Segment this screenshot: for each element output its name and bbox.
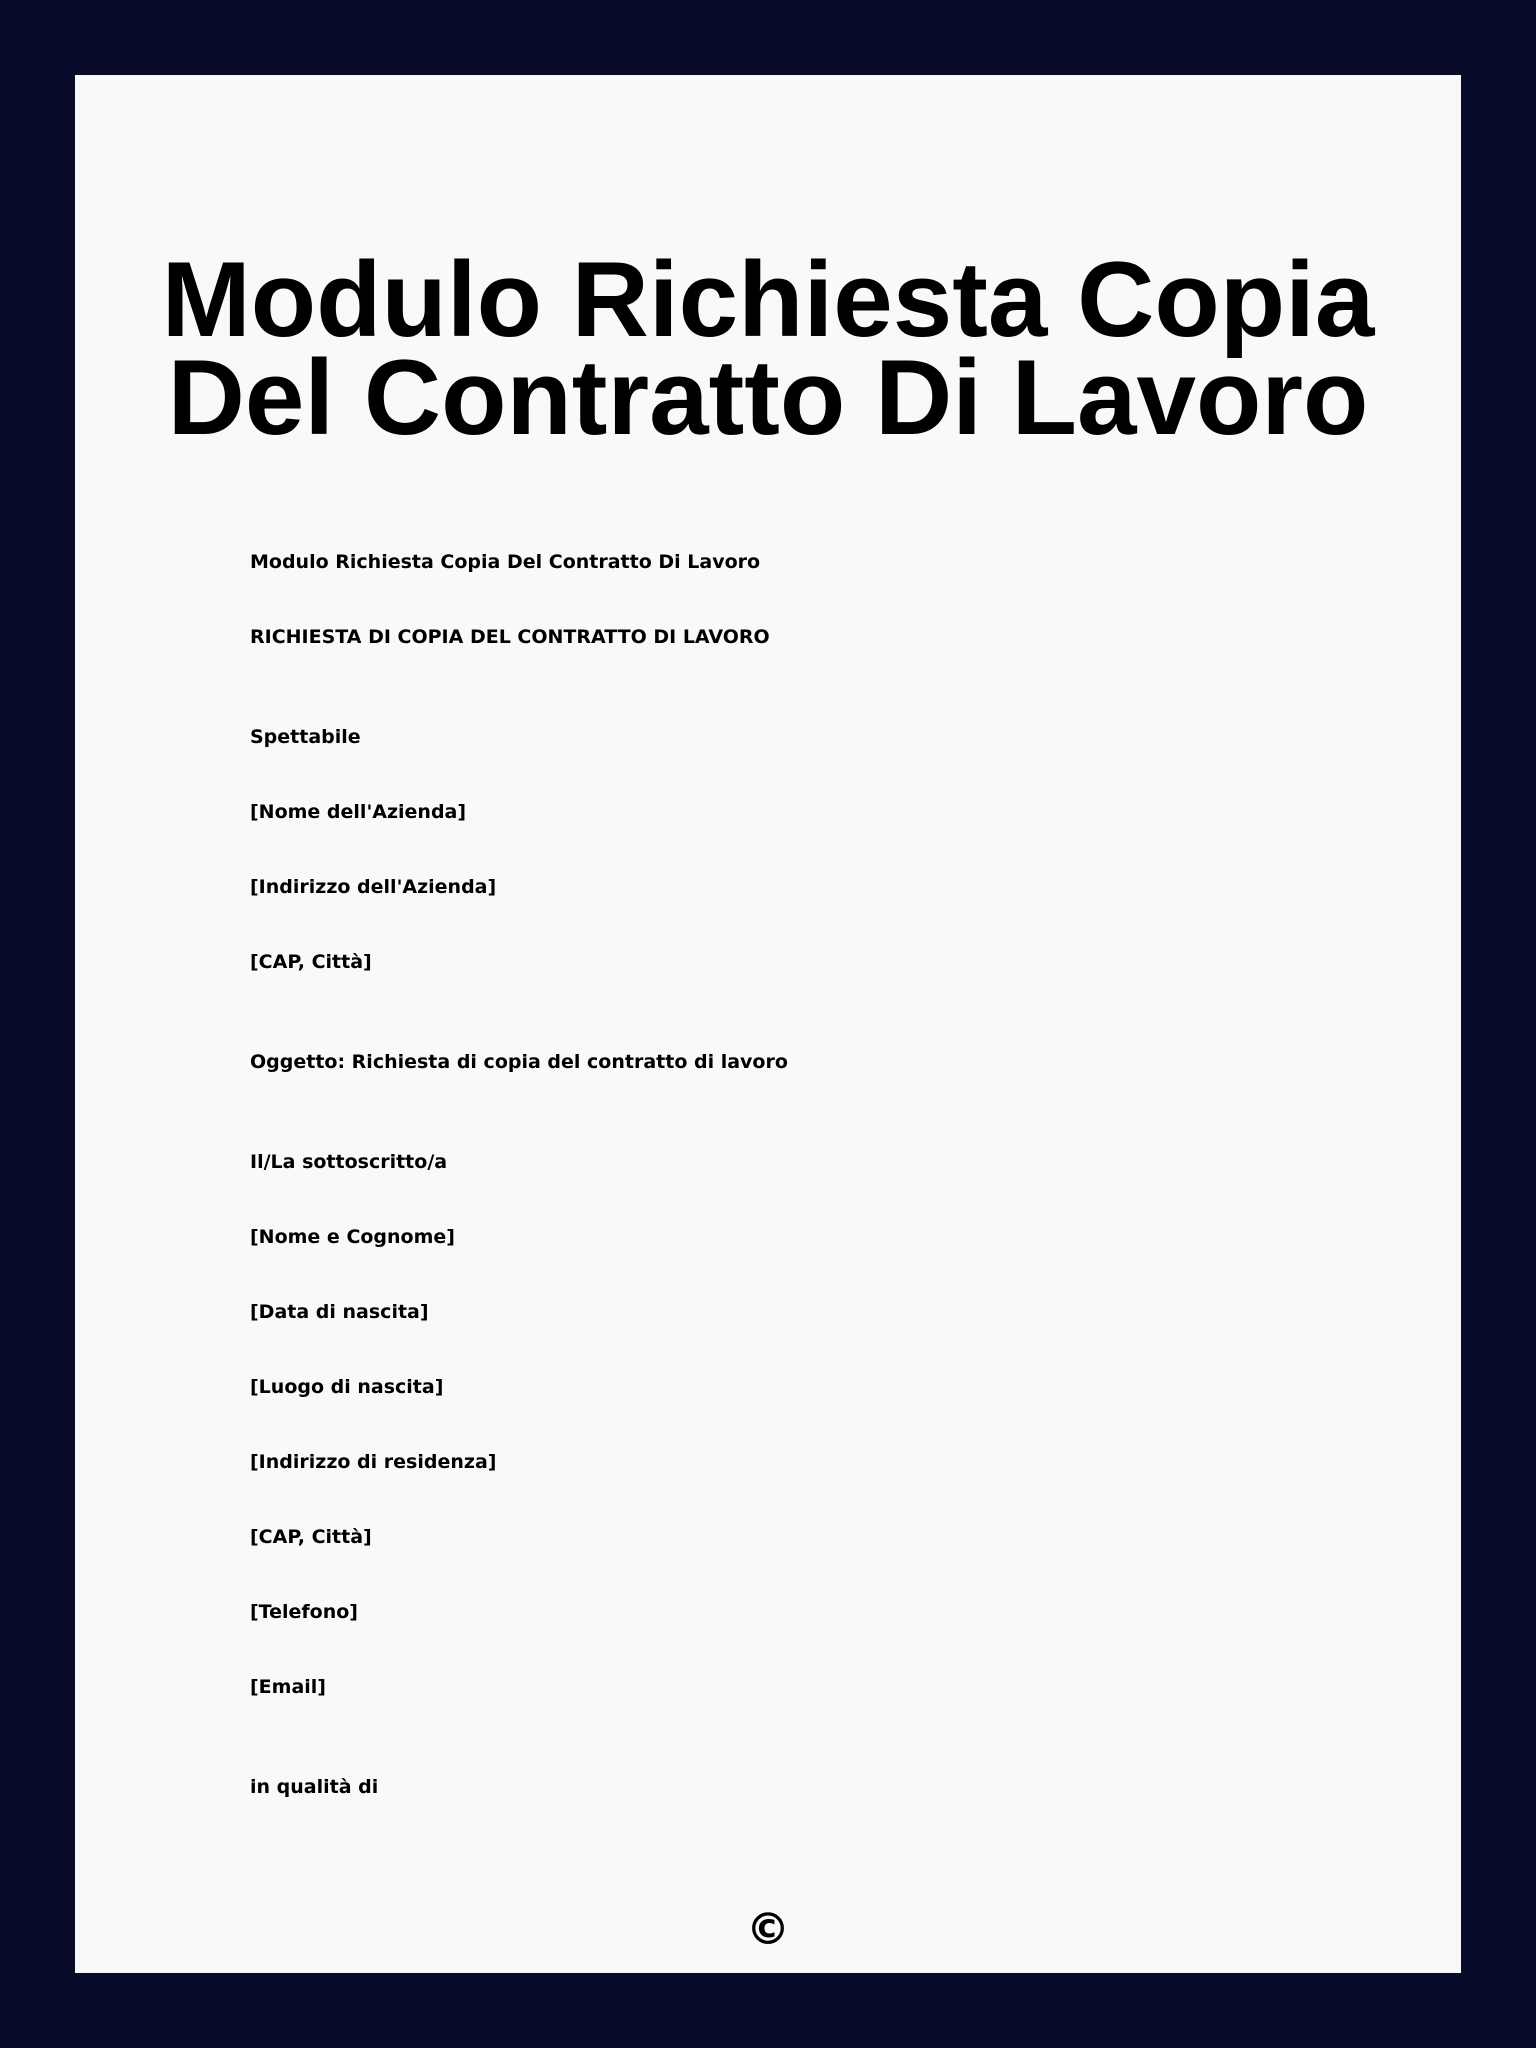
phone-placeholder: [Telefono]: [250, 1601, 358, 1623]
document-heading: Modulo Richiesta Copia Del Contratto Di Lavoro: [250, 551, 761, 573]
capacity-line: in qualità di: [250, 1776, 379, 1798]
subject-line: Oggetto: Richiesta di copia del contratto di lavoro: [250, 1051, 788, 1073]
document-page: [75, 75, 1461, 1973]
undersigned-line: Il/La sottoscritto/a: [250, 1151, 448, 1173]
email-placeholder: [Email]: [250, 1676, 326, 1698]
company-city-placeholder: [CAP, Città]: [250, 951, 372, 973]
birth-date-placeholder: [Data di nascita]: [250, 1301, 429, 1323]
residence-address-placeholder: [Indirizzo di residenza]: [250, 1451, 497, 1473]
company-name-placeholder: [Nome dell'Azienda]: [250, 801, 467, 823]
full-name-placeholder: [Nome e Cognome]: [250, 1226, 455, 1248]
company-address-placeholder: [Indirizzo dell'Azienda]: [250, 876, 497, 898]
birth-place-placeholder: [Luogo di nascita]: [250, 1376, 444, 1398]
copyright-icon: ©: [746, 1904, 790, 1955]
request-heading: RICHIESTA DI COPIA DEL CONTRATTO DI LAVORO: [250, 626, 770, 648]
residence-city-placeholder: [CAP, Città]: [250, 1526, 372, 1548]
salutation: Spettabile: [250, 726, 361, 748]
document-title: Modulo Richiesta Copia Del Contratto Di Lavoro: [161, 239, 1375, 457]
